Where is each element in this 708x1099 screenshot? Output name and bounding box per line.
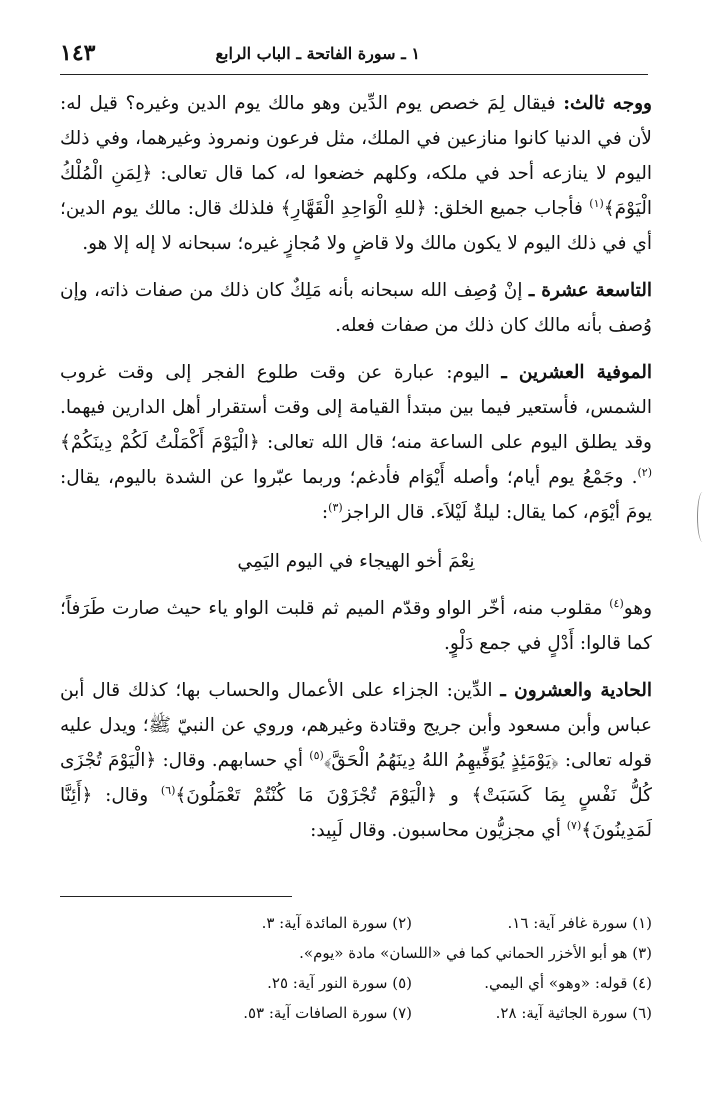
footnote-4: (٤) قوله: «وهو» أي اليمي. bbox=[484, 974, 652, 992]
paragraph-text: اليوم: عبارة عن وقت طلوع الفجر إلى وقت غروب الشمس، فأستعير فيما بين مبتدأ القيامة إلى وقت أستقرار أهل الدارين فيهما. وقد يطلق اليوم على الساعة منه؛ قال الله تعالى: ﴿الْيَوْمَ أَكْمَلْتُ لَكُمْ دِينَكُمْ﴾ bbox=[60, 362, 652, 453]
paragraph-text: أي مجزيُّون محاسبون. وقال لَبِيد: bbox=[310, 820, 567, 841]
footnote-1: (١) سورة غافر آية: ١٦. bbox=[507, 914, 652, 932]
paragraph-lead: التاسعة عشرة ـ bbox=[528, 280, 652, 301]
paragraph-text-tail: فأجاب جميع الخلق: ﴿للهِ الْوَاحِدِ الْقَهَّارِ﴾ فلذلك قال: مالك يوم الدين؛ أي في ذلك اليوم لا يكون مالك ولا قاضٍ ولا مُجازٍ غيره؛ سبحانه لا إله إلا هو. bbox=[60, 198, 652, 254]
paragraph-text: إنْ وُصِف الله سبحانه بأنه مَلِكٌ كان ذلك من صفات ذاته، وإن وُصف بأنه مالك كان ذلك من صفات فعله. bbox=[60, 280, 652, 336]
footnote-5: (٥) سورة النور آية: ٢٥. bbox=[267, 974, 412, 992]
footnote-ref: (٧) bbox=[566, 818, 582, 832]
paragraph-text: وقال: ﴿أَئِنَّا لَمَدِينُونَ﴾ bbox=[60, 785, 652, 841]
footnote-3: (٣) هو أبو الأخزر الحماني كما في «اللسان» مادة «يوم». bbox=[299, 944, 652, 962]
paragraph-text-tail: . وجَمْعُ يوم أيام؛ وأصله أَيْوَام فأدغم؛ وربما عبّروا عن الشدة باليوم، يقال: يومَ أيْوَم، كما يقال: ليلةٌ لَيْلاَء. قال الراجز bbox=[60, 467, 652, 523]
footnote-ref: (٦) bbox=[160, 783, 176, 797]
page-number: ١٤٣ bbox=[60, 40, 96, 66]
footnote-2: (٢) سورة المائدة آية: ٣. bbox=[261, 914, 412, 932]
paragraph-text: أي حسابهم. وقال: ﴿الْيَوْمَ تُجْزَى كُلُّ نَفْسٍ بِمَا كَسَبَتْ﴾ و ﴿الْيَوْمَ تُجْزَوْنَ مَا كُنْتُمْ تَعْمَلُونَ﴾ bbox=[60, 750, 652, 806]
footnote-ref: (٥) bbox=[309, 748, 324, 762]
footnote-divider bbox=[60, 896, 292, 897]
paragraph-third-aspect bbox=[60, 86, 652, 261]
footnote-7: (٧) سورة الصافات آية: ٥٣. bbox=[243, 1004, 412, 1022]
paragraph-lead: ووجه ثالث: bbox=[563, 93, 652, 114]
paragraph-nineteenth bbox=[60, 273, 652, 343]
paragraph-lead: الموفية العشرين ـ bbox=[501, 362, 652, 383]
footnote-6: (٦) سورة الجاثية آية: ٢٨. bbox=[495, 1004, 652, 1022]
paragraph-text-tail: مقلوب منه، أخّر الواو وقدّم الميم ثم قلبت الواو ياء حيث صارت طَرَفاً؛ كما قالوا: أَدْلٍ في جمع دَلْوٍ. bbox=[60, 598, 652, 654]
footnote-ref: (٤) bbox=[609, 596, 624, 610]
poetry-verse: نِعْمَ أخو الهيجاء في اليوم اليَمِي bbox=[237, 551, 475, 572]
paragraph-text: وهو bbox=[623, 598, 652, 619]
footnote-row bbox=[60, 968, 652, 998]
main-text bbox=[60, 86, 652, 848]
paragraph-text: الدِّين: الجزاء على الأعمال والحساب بها؛ كذلك قال أبن عباس وأبن مسعود وأبن جريج وقتادة وغيرهم، وروي عن النبيّ ﷺ؛ ويدل عليه قوله تعالى: ﴿يَوْمَئِذٍ يُوَفِّيهِمُ اللهُ دِينَهُمُ الْحَقَّ﴾ bbox=[60, 680, 653, 771]
paragraph-twenty-first bbox=[60, 673, 652, 848]
paragraph-inversion bbox=[60, 591, 652, 661]
page-edge-mark bbox=[697, 492, 708, 542]
footnote-row bbox=[60, 998, 652, 1028]
page-header bbox=[60, 40, 648, 75]
paragraph-text: فيقال لِمَ خصص يوم الدِّين وهو مالك يوم الدين وغيره؟ قيل له: لأن في الدنيا كانوا منازعين في الملك، مثل فرعون ونمروذ وغيرهما، وفي ذلك اليوم لا ينازعه أحد في ملكه، وكلهم خضعوا له، كما قال تعالى: ﴿لِمَنِ الْمُلْكُ الْيَوْمَ﴾ bbox=[60, 93, 652, 219]
footnote-row bbox=[60, 938, 652, 968]
colon: : bbox=[321, 502, 329, 523]
footnote-ref: (٣) bbox=[328, 500, 343, 514]
paragraph-lead: الحادية والعشرون ـ bbox=[500, 680, 652, 701]
footnote-ref: (١) bbox=[589, 196, 604, 210]
running-title: ١ ـ سورة الفاتحة ـ الباب الرابع bbox=[215, 44, 420, 63]
footnote-row bbox=[60, 908, 652, 938]
paragraph-twentieth bbox=[60, 355, 652, 530]
footnote-ref: (٢) bbox=[637, 465, 652, 479]
